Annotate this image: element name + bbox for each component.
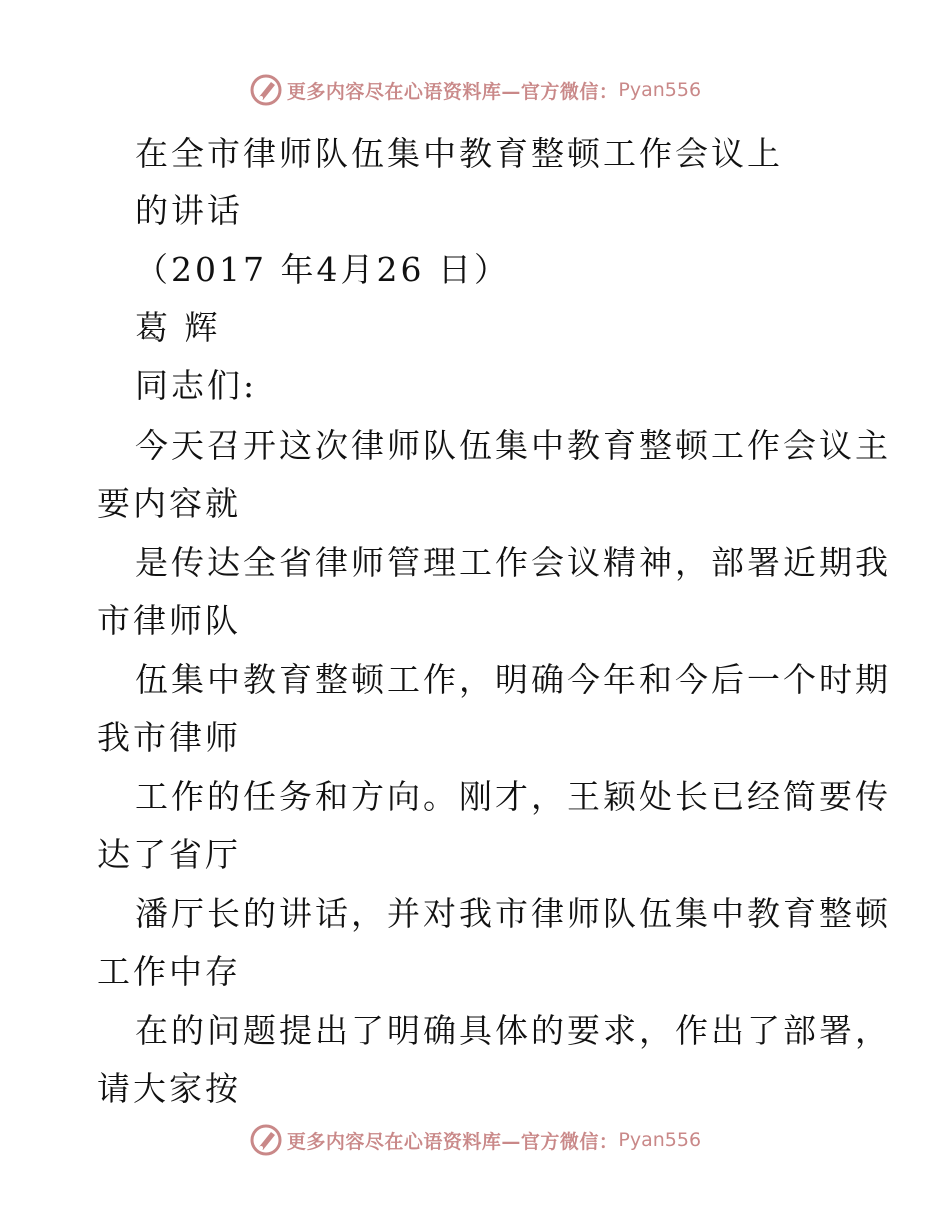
salutation: 同志们: — [135, 366, 258, 405]
body-line: 潘厅长的讲话，并对我市律师队伍集中教育整顿 — [135, 894, 891, 933]
watermark-wechat: Pyan556 — [618, 79, 702, 101]
watermark-banner-top — [0, 70, 950, 110]
body-line: 是传达全省律师管理工作会议精神，部署近期我 — [135, 543, 891, 582]
speech-date: （2017 年4月26 日） — [135, 250, 510, 289]
body-line: 达了省厅 — [97, 835, 241, 874]
body-line: 在的问题提出了明确具体的要求，作出了部署， — [135, 1011, 891, 1050]
title-line-1: 在全市律师队伍集中教育整顿工作会议上 — [135, 134, 783, 173]
title-line-2: 的讲话 — [135, 191, 243, 230]
watermark-text: 更多内容尽在心语资料库—官方微信： — [286, 80, 619, 103]
watermark-banner-bottom — [0, 1120, 950, 1160]
pen-logo-icon — [249, 1123, 283, 1157]
body-line: 要内容就 — [97, 484, 241, 523]
body-line: 工作的任务和方向。刚才，王颖处长已经简要传 — [135, 777, 891, 816]
watermark-text: 更多内容尽在心语资料库—官方微信： — [286, 1130, 619, 1153]
body-line: 工作中存 — [97, 952, 241, 991]
body-line: 请大家按 — [97, 1069, 241, 1108]
speech-author: 葛 辉 — [135, 308, 221, 347]
body-line: 我市律师 — [97, 718, 241, 757]
watermark-wechat: Pyan556 — [618, 1129, 702, 1151]
pen-logo-icon — [249, 73, 283, 107]
body-line: 今天召开这次律师队伍集中教育整顿工作会议主 — [135, 426, 891, 465]
body-line: 伍集中教育整顿工作，明确今年和今后一个时期 — [135, 660, 891, 699]
body-line: 市律师队 — [97, 601, 241, 640]
